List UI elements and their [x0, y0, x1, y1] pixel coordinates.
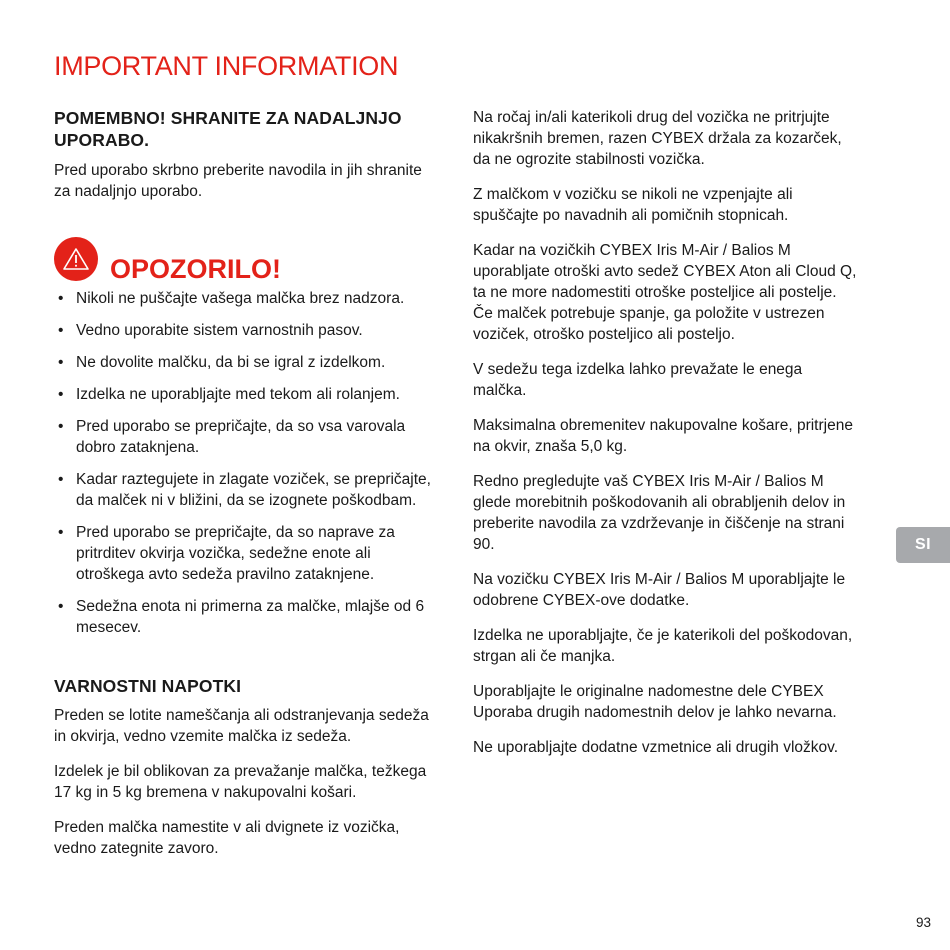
- safety-paragraph: Z malčkom v vozičku se nikoli ne vzpenjajte ali spuščajte po navadnih ali pomičnih stopnicah.: [473, 186, 793, 224]
- safety-paragraph: Preden malčka namestite v ali dvignete iz vozička, vedno zategnite zavoro.: [54, 819, 400, 857]
- warning-title: OPOZORILO!: [110, 254, 281, 284]
- safety-paragraph: Preden se lotite nameščanja ali odstranjevanja sedeža in okvirja, vedno vzemite malčka iz sedeža.: [54, 707, 429, 745]
- list-item: • Sedežna enota ni primerna za malčke, mlajše od 6 mesecev.: [54, 596, 434, 638]
- safety-paragraph: Izdelka ne uporabljajte, če je katerikoli del poškodovan, strgan ali če manjka.: [473, 627, 853, 665]
- warning-triangle-icon: [54, 237, 98, 281]
- page-number: 93: [915, 915, 931, 930]
- safety-paragraph: V sedežu tega izdelka lahko prevažate le enega malčka.: [473, 361, 803, 399]
- list-item: • Pred uporabo se prepričajte, da so naprave za pritrditev okvirja vozička, sedežne enote ali otroškega avto sedeža pravilno zataknjene.: [54, 522, 434, 585]
- keep-text: Pred uporabo skrbno preberite navodila in jih shranite za nadaljnjo uporabo.: [54, 162, 422, 200]
- right-column: [473, 107, 858, 772]
- list-item: • Vedno uporabite sistem varnostnih pasov.: [54, 320, 434, 341]
- safety-paragraph: Maksimalna obremenitev nakupovalne košare, pritrjene na okvir, znaša 5,0 kg.: [473, 417, 853, 455]
- safety-paragraph: Kadar na vozičkih CYBEX Iris M-Air / Balios M uporabljate otroški avto sedež CYBEX Aton ali Cloud Q, ta ne more nadomestiti otroške posteljice ali postelje. Če malček potrebuje spanje, ga položite v ustrezen voziček, otroško posteljico ali posteljo.: [473, 242, 857, 343]
- keep-heading: POMEMBNO! SHRANITE ZA NADALJNJO UPORABO.: [54, 108, 402, 150]
- list-item: • Izdelka ne uporabljajte med tekom ali rolanjem.: [54, 384, 434, 405]
- warning-list: [54, 288, 434, 638]
- safety-paragraph: Izdelek je bil oblikovan za prevažanje malčka, težkega 17 kg in 5 kg bremena v nakupovalni košari.: [54, 763, 427, 801]
- safety-paragraph: Na vozičku CYBEX Iris M-Air / Balios M uporabljajte le odobrene CYBEX-ove dodatke.: [473, 571, 846, 609]
- safety-paragraph: Ne uporabljajte dodatne vzmetnice ali drugih vložkov.: [473, 739, 839, 756]
- safety-paragraph: Uporabljajte le originalne nadomestne dele CYBEX Uporaba drugih nadomestnih delov je lahko nevarna.: [473, 683, 837, 721]
- list-item: • Ne dovolite malčku, da bi se igral z izdelkom.: [54, 352, 434, 373]
- safety-paragraph: Redno pregledujte vaš CYBEX Iris M-Air / Balios M glede morebitnih poškodovanih ali obrabljenih delov in preberite navodila za vzdrževanje in čiščenje na strani 90.: [473, 473, 846, 553]
- warning-header: [54, 236, 434, 282]
- safety-heading: VARNOSTNI NAPOTKI: [54, 676, 242, 696]
- list-item: • Nikoli ne puščajte vašega malčka brez nadzora.: [54, 288, 434, 309]
- page-title: IMPORTANT INFORMATION: [54, 51, 399, 81]
- list-item: • Kadar raztegujete in zlagate voziček, se prepričajte, da malček ni v bližini, da se izognete poškodbam.: [54, 469, 434, 511]
- safety-paragraph: Na ročaj in/ali katerikoli drug del vozička ne pritrjujte nikakršnih bremen, razen CYBEX držala za kozarček, da ne ogrozite stabilnosti vozička.: [473, 109, 842, 168]
- left-column: [54, 107, 434, 873]
- list-item: • Pred uporabo se prepričajte, da so vsa varovala dobro zataknjena.: [54, 416, 434, 458]
- language-tab: SI: [896, 527, 950, 563]
